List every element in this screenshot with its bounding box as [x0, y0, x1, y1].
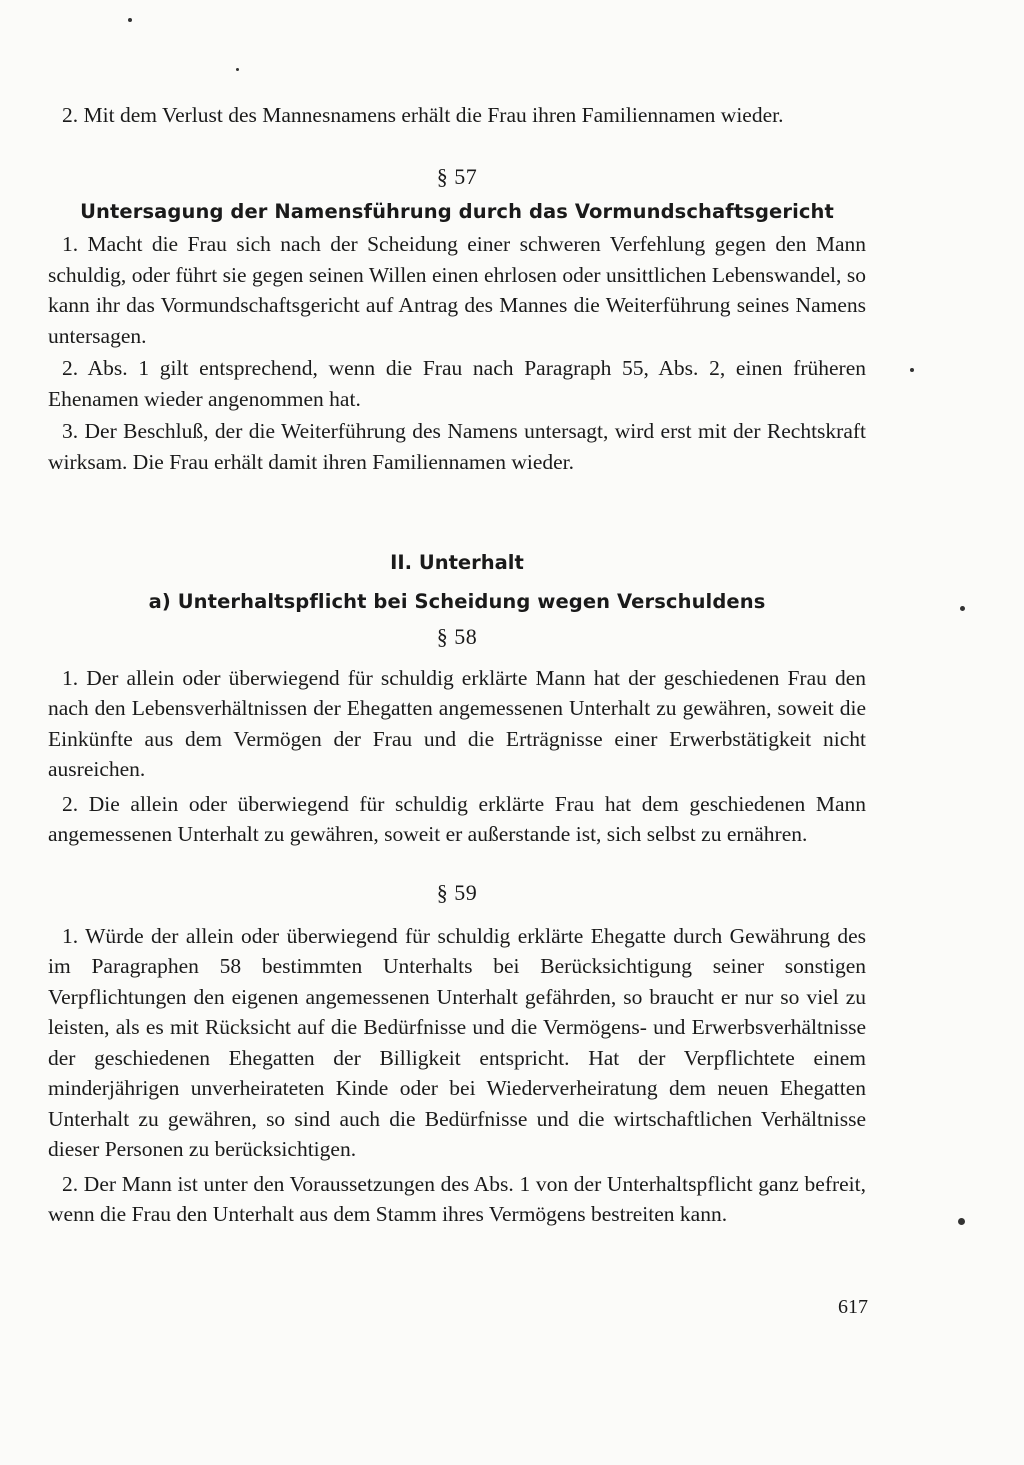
- subpart-heading: a) Unterhaltspflicht bei Scheidung wegen Verschuldens: [148, 589, 766, 613]
- scan-speck: [958, 1218, 965, 1225]
- section-59-paragraph-2: 2. Der Mann ist unter den Voraussetzungen des Abs. 1 von der Unterhaltspflicht ganz befreit, wenn die Frau den Unterhalt aus dem Stamm ihres Vermögens bestreiten kann.: [48, 1171, 866, 1226]
- section-59-number: § 59: [436, 880, 478, 905]
- section-57-paragraph-3: 3. Der Beschluß, der die Weiterführung des Namens untersagt, wird erst mit der Rechtskraft wirksam. Die Frau erhält damit ihren Familiennamen wieder.: [48, 419, 866, 474]
- section-57-heading: Untersagung der Namensführung durch das Vormundschaftsgericht: [80, 199, 834, 223]
- section-58-number: § 58: [436, 624, 478, 649]
- intro-block: [48, 100, 866, 131]
- scan-speck: [910, 368, 914, 372]
- section-57-block: [48, 162, 866, 477]
- section-59-paragraph-1: 1. Würde der allein oder überwiegend für schuldig erklärte Ehegatte durch Gewährung des im Paragraphen 58 bestimmten Unterhalts bei Berücksichtigung seiner sonstigen Verpflichtungen den eigenen angemessenen Unterhalt gefährden, so braucht er nur so viel zu leisten, als es mit Rücksicht auf die Bedürfnisse und die Vermögens- und Erwerbsverhältnisse der geschiedenen Ehegatten der Billigkeit entspricht. Hat der Verpflichtete einem minderjährigen unverheirateten Kinde oder bei Wiederverheiratung dem neuen Ehegatten Unterhalt zu gewähren, so sind auch die Bedürfnisse und die wirtschaftlichen Verhältnisse dieser Personen zu berücksichtigen.: [48, 923, 866, 1161]
- section-58-block: [48, 622, 866, 850]
- section-58-paragraph-1: 1. Der allein oder überwiegend für schuldig erklärte Mann hat der geschiedenen Frau den nach den Lebensverhältnissen der Ehegatten angemessenen Unterhalt zu gewähren, soweit die Einkünfte aus dem Vermögen der Frau und die Erträgnisse einer Erwerbstätigkeit nicht ausreichen.: [48, 665, 866, 781]
- scan-speck: [128, 18, 132, 22]
- page-number: 617: [838, 1296, 868, 1318]
- part-heading-block: [48, 548, 866, 617]
- scan-speck: [236, 68, 239, 71]
- section-57-paragraph-2: 2. Abs. 1 gilt entsprechend, wenn die Frau nach Paragraph 55, Abs. 2, einen früheren Ehenamen wieder angenommen hat.: [48, 356, 866, 411]
- section-59-block: [48, 878, 866, 1230]
- section-57-paragraph-1: 1. Macht die Frau sich nach der Scheidung einer schweren Verfehlung gegen den Mann schuldig, oder führt sie gegen seinen Willen einen ehrlosen oder unsittlichen Lebenswandel, so kann ihr das Vormundschaftsgericht auf Antrag des Mannes die Weiterführung seines Namens untersagen.: [48, 232, 866, 348]
- section-57-number: § 57: [436, 164, 478, 189]
- part-heading: II. Unterhalt: [390, 551, 524, 574]
- scan-speck: [960, 606, 965, 611]
- section-58-paragraph-2: 2. Die allein oder überwiegend für schuldig erklärte Frau hat dem geschiedenen Mann angemessenen Unterhalt zu gewähren, soweit er außerstande ist, sich selbst zu ernähren.: [48, 791, 866, 846]
- intro-paragraph: 2. Mit dem Verlust des Mannesnamens erhält die Frau ihren Familiennamen wieder.: [62, 103, 784, 127]
